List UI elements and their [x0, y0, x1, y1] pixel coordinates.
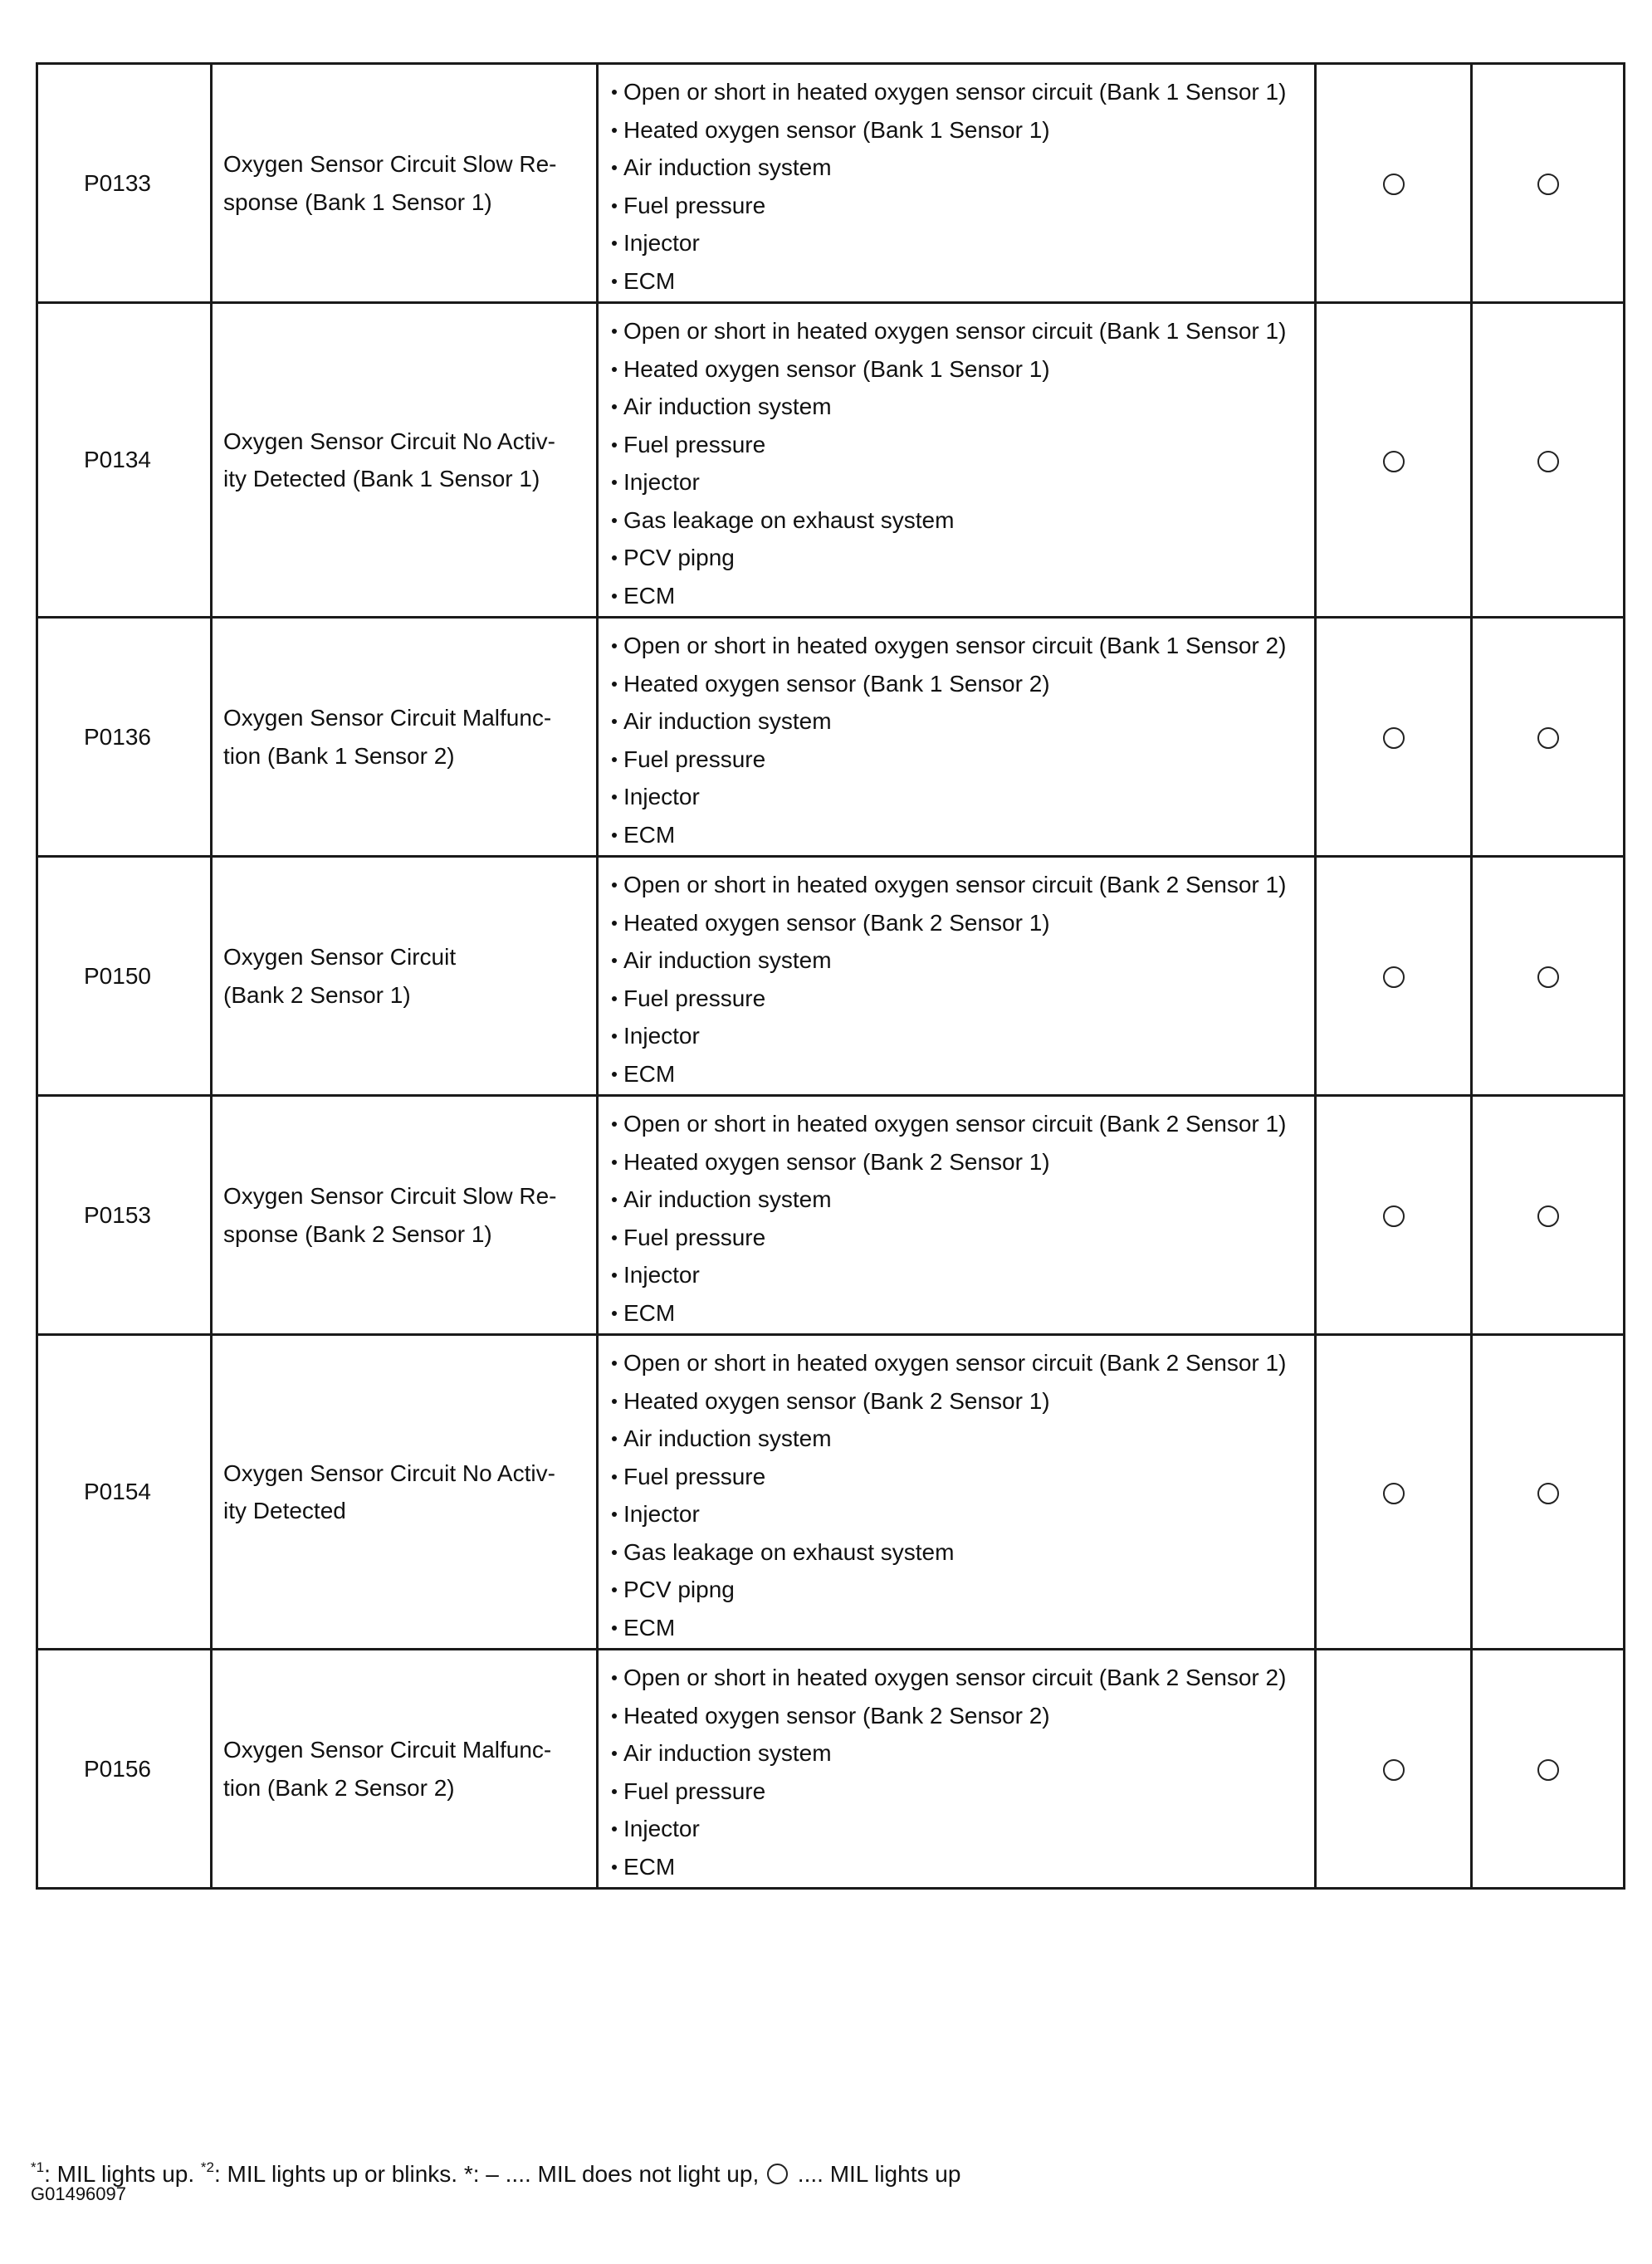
mil2-cell — [1472, 618, 1625, 857]
trouble-area-item: Injector — [612, 1495, 1306, 1533]
footnote-text-2: : MIL lights up or blinks. *: – .... MIL does not light up, — [213, 2161, 766, 2187]
dtc-code-cell: P0154 — [37, 1335, 212, 1650]
trouble-area-list — [612, 1659, 1306, 1885]
detection-item-cell — [212, 1096, 598, 1335]
mil-lights-circle-icon — [1383, 727, 1405, 749]
detection-item-text: Oxygen Sensor Circuit Malfunc- tion (Bank 2 Sensor 2) — [223, 1737, 552, 1801]
trouble-area-item: Open or short in heated oxygen sensor circuit (Bank 2 Sensor 1) — [612, 1344, 1306, 1382]
trouble-area-list — [612, 1344, 1306, 1646]
mil1-cell — [1316, 303, 1472, 618]
trouble-area-item: Open or short in heated oxygen sensor circuit (Bank 1 Sensor 1) — [612, 73, 1306, 111]
detection-item-text: Oxygen Sensor Circuit (Bank 2 Sensor 1) — [223, 944, 457, 1008]
trouble-area-item: Gas leakage on exhaust system — [612, 1533, 1306, 1572]
trouble-area-cell — [598, 64, 1316, 303]
trouble-area-item: Air induction system — [612, 388, 1306, 426]
footnote-text-3: .... MIL lights up — [791, 2161, 961, 2187]
trouble-area-cell — [598, 1650, 1316, 1889]
mil2-cell — [1472, 1650, 1625, 1889]
trouble-area-item: Air induction system — [612, 1181, 1306, 1219]
trouble-area-item: PCV pipng — [612, 1571, 1306, 1609]
table-row — [37, 1335, 1625, 1650]
detection-item-cell — [212, 618, 598, 857]
trouble-area-item: Fuel pressure — [612, 1458, 1306, 1496]
table-row — [37, 618, 1625, 857]
trouble-area-item: Fuel pressure — [612, 1219, 1306, 1257]
dtc-code-cell: P0134 — [37, 303, 212, 618]
table-row — [37, 303, 1625, 618]
trouble-area-item: Air induction system — [612, 941, 1306, 980]
trouble-area-item: ECM — [612, 1609, 1306, 1647]
footnote-marker-1: *1 — [31, 2159, 45, 2175]
mil1-cell — [1316, 1650, 1472, 1889]
table-row — [37, 1096, 1625, 1335]
trouble-area-item: Open or short in heated oxygen sensor circuit (Bank 1 Sensor 2) — [612, 627, 1306, 665]
mil2-cell — [1472, 303, 1625, 618]
trouble-area-item: Injector — [612, 1256, 1306, 1294]
trouble-area-item: Injector — [612, 224, 1306, 262]
detection-item-cell — [212, 64, 598, 303]
trouble-area-list — [612, 73, 1306, 300]
trouble-area-item: Air induction system — [612, 702, 1306, 741]
mil-lights-circle-icon — [1383, 1205, 1405, 1227]
mil-lights-circle-icon — [1537, 174, 1559, 195]
mil-lights-circle-icon — [1383, 451, 1405, 472]
detection-item-cell — [212, 1335, 598, 1650]
trouble-area-item: ECM — [612, 262, 1306, 301]
mil-lights-circle-icon — [1537, 966, 1559, 988]
dtc-code-cell: P0156 — [37, 1650, 212, 1889]
trouble-area-item: Fuel pressure — [612, 741, 1306, 779]
trouble-area-item: Gas leakage on exhaust system — [612, 501, 1306, 540]
trouble-area-item: ECM — [612, 1294, 1306, 1332]
detection-item-cell — [212, 1650, 598, 1889]
mil-lights-legend-circle-icon — [767, 2164, 788, 2184]
dtc-code-cell: P0153 — [37, 1096, 212, 1335]
trouble-area-item: Air induction system — [612, 1734, 1306, 1773]
mil-lights-circle-icon — [1383, 1483, 1405, 1504]
detection-item-text: Oxygen Sensor Circuit Malfunc- tion (Bank 1 Sensor 2) — [223, 705, 552, 769]
detection-item-text: Oxygen Sensor Circuit Slow Re- sponse (Bank 2 Sensor 1) — [223, 1183, 557, 1247]
trouble-area-item: Heated oxygen sensor (Bank 2 Sensor 1) — [612, 1143, 1306, 1181]
trouble-area-item: PCV pipng — [612, 539, 1306, 577]
table-row — [37, 1650, 1625, 1889]
trouble-area-cell — [598, 1096, 1316, 1335]
trouble-area-list — [612, 866, 1306, 1093]
detection-item-text: Oxygen Sensor Circuit No Activ- ity Detected (Bank 1 Sensor 1) — [223, 428, 555, 491]
footnote — [31, 2154, 960, 2188]
trouble-area-item: ECM — [612, 816, 1306, 854]
mil1-cell — [1316, 1335, 1472, 1650]
dtc-code-cell: P0133 — [37, 64, 212, 303]
trouble-area-item: ECM — [612, 1055, 1306, 1093]
detection-item-text: Oxygen Sensor Circuit Slow Re- sponse (Bank 1 Sensor 1) — [223, 151, 557, 215]
trouble-area-item: Air induction system — [612, 149, 1306, 187]
trouble-area-item: Open or short in heated oxygen sensor circuit (Bank 2 Sensor 1) — [612, 1105, 1306, 1143]
trouble-area-cell — [598, 857, 1316, 1096]
trouble-area-item: Open or short in heated oxygen sensor circuit (Bank 1 Sensor 1) — [612, 312, 1306, 350]
trouble-area-item: Heated oxygen sensor (Bank 2 Sensor 1) — [612, 904, 1306, 942]
trouble-area-item: Fuel pressure — [612, 980, 1306, 1018]
mil1-cell — [1316, 618, 1472, 857]
mil-lights-circle-icon — [1537, 727, 1559, 749]
footnote-text-1: : MIL lights up. — [44, 2161, 201, 2187]
mil-lights-circle-icon — [1383, 1759, 1405, 1781]
mil-lights-circle-icon — [1383, 174, 1405, 195]
mil1-cell — [1316, 64, 1472, 303]
mil2-cell — [1472, 64, 1625, 303]
trouble-area-list — [612, 312, 1306, 614]
mil2-cell — [1472, 1096, 1625, 1335]
trouble-area-item: Injector — [612, 463, 1306, 501]
trouble-area-item: Fuel pressure — [612, 1773, 1306, 1811]
trouble-area-item: ECM — [612, 1848, 1306, 1886]
trouble-area-item: Fuel pressure — [612, 187, 1306, 225]
trouble-area-item: Injector — [612, 778, 1306, 816]
dtc-code-cell: P0136 — [37, 618, 212, 857]
figure-id: G01496097 — [31, 2183, 126, 2204]
table-row — [37, 857, 1625, 1096]
trouble-area-item: Injector — [612, 1017, 1306, 1055]
trouble-area-item: Heated oxygen sensor (Bank 1 Sensor 1) — [612, 111, 1306, 149]
trouble-area-cell — [598, 1335, 1316, 1650]
dtc-code-cell: P0150 — [37, 857, 212, 1096]
trouble-area-list — [612, 627, 1306, 853]
trouble-area-item: Heated oxygen sensor (Bank 1 Sensor 2) — [612, 665, 1306, 703]
mil2-cell — [1472, 857, 1625, 1096]
mil1-cell — [1316, 1096, 1472, 1335]
mil1-cell — [1316, 857, 1472, 1096]
mil-lights-circle-icon — [1537, 451, 1559, 472]
trouble-area-item: Heated oxygen sensor (Bank 1 Sensor 1) — [612, 350, 1306, 389]
trouble-area-item: Fuel pressure — [612, 426, 1306, 464]
dtc-table — [36, 62, 1625, 1890]
trouble-area-item: ECM — [612, 577, 1306, 615]
mil-lights-circle-icon — [1537, 1205, 1559, 1227]
dtc-table-body — [37, 64, 1625, 1889]
detection-item-cell — [212, 303, 598, 618]
trouble-area-item: Injector — [612, 1810, 1306, 1848]
detection-item-cell — [212, 857, 598, 1096]
mil-lights-circle-icon — [1537, 1759, 1559, 1781]
footnote-marker-2: *2 — [200, 2159, 214, 2175]
mil-lights-circle-icon — [1537, 1483, 1559, 1504]
trouble-area-cell — [598, 618, 1316, 857]
trouble-area-item: Air induction system — [612, 1420, 1306, 1458]
mil-lights-circle-icon — [1383, 966, 1405, 988]
trouble-area-item: Heated oxygen sensor (Bank 2 Sensor 1) — [612, 1382, 1306, 1421]
trouble-area-list — [612, 1105, 1306, 1332]
mil2-cell — [1472, 1335, 1625, 1650]
trouble-area-item: Open or short in heated oxygen sensor circuit (Bank 2 Sensor 1) — [612, 866, 1306, 904]
detection-item-text: Oxygen Sensor Circuit No Activ- ity Detected — [223, 1460, 555, 1523]
table-row — [37, 64, 1625, 303]
trouble-area-cell — [598, 303, 1316, 618]
trouble-area-item: Open or short in heated oxygen sensor circuit (Bank 2 Sensor 2) — [612, 1659, 1306, 1697]
trouble-area-item: Heated oxygen sensor (Bank 2 Sensor 2) — [612, 1697, 1306, 1735]
